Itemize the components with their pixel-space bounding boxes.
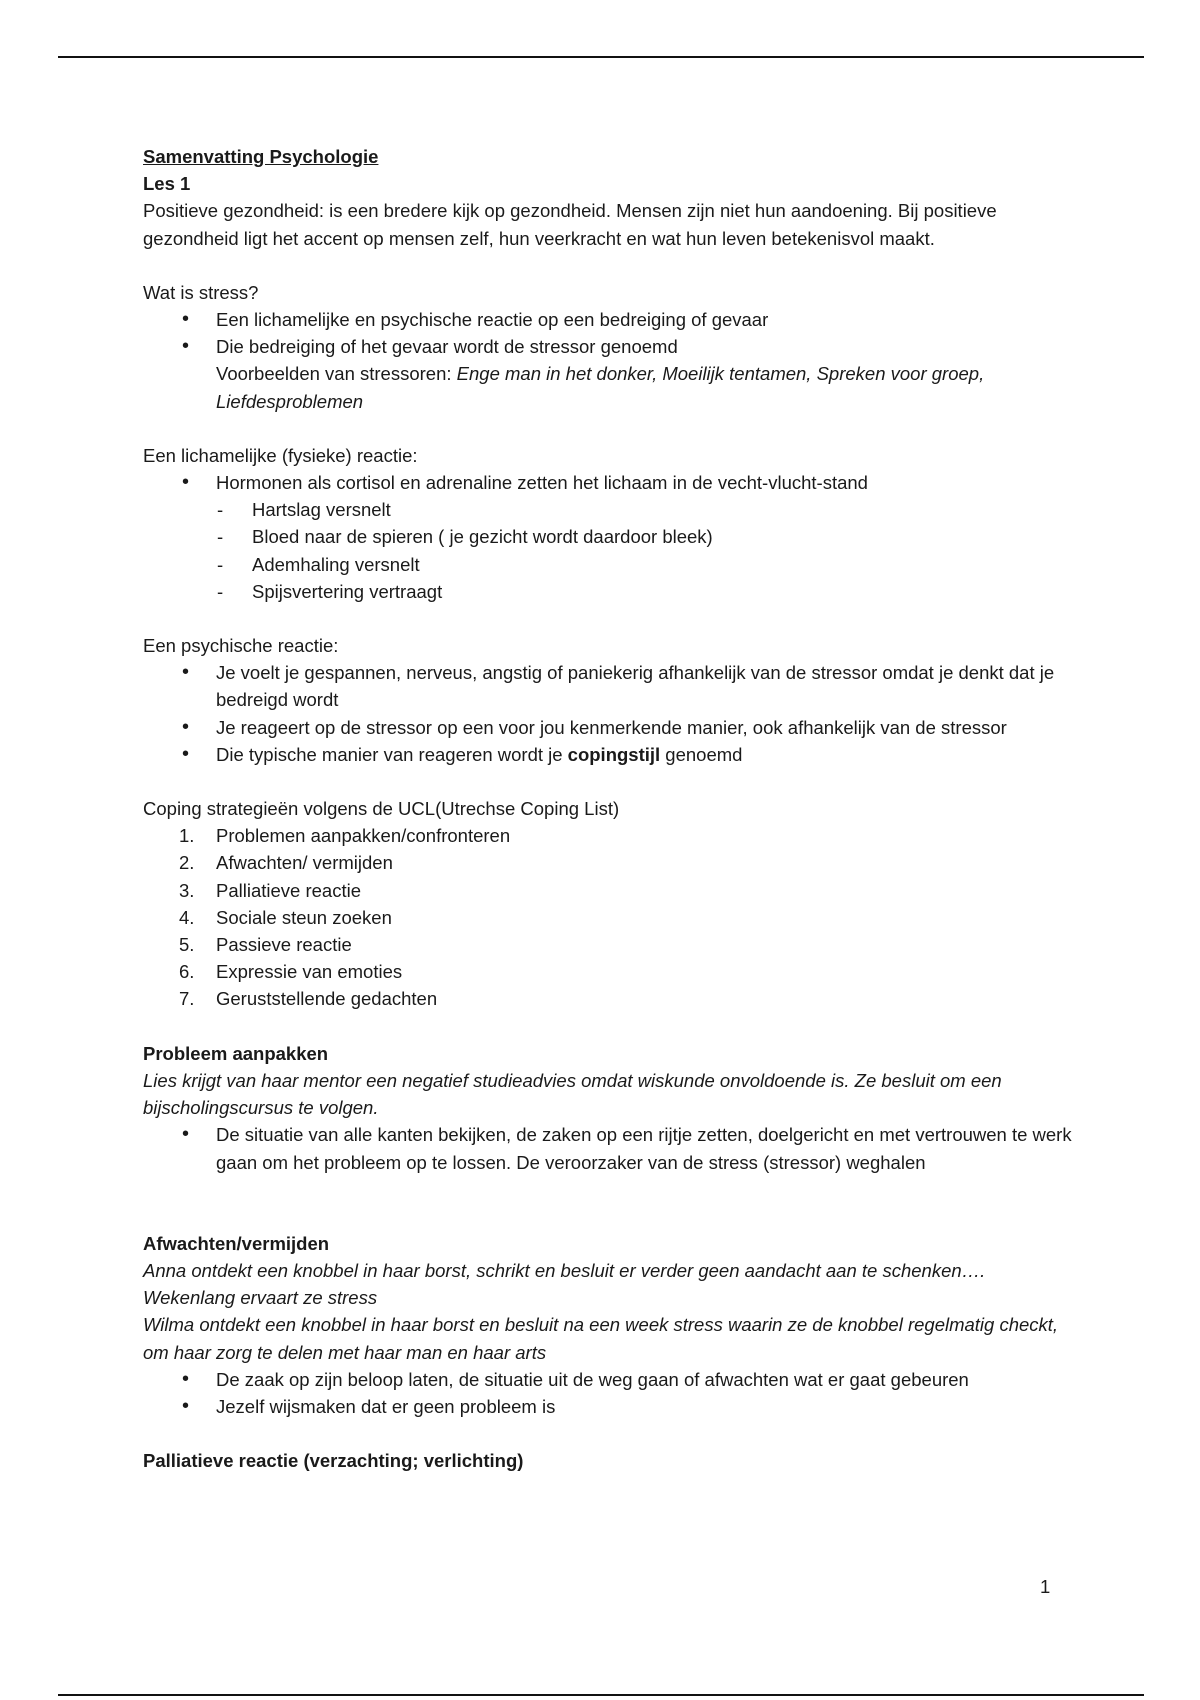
avoid-example-2: Wilma ontdekt een knobbel in haar borst en besluit na een week stress waarin ze de knobbel regelmatig checkt, om haar zorg te delen met haar man en haar arts — [143, 1314, 1059, 1363]
list-item: • Die bedreiging of het gevaar wordt de stressor genoemd — [143, 333, 1073, 360]
item-text: Palliatieve reactie — [216, 879, 361, 901]
coping-heading: Coping strategieën volgens de UCL(Utrechse Coping List) — [143, 798, 620, 820]
stressor-examples — [143, 360, 1073, 414]
avoid-heading: Afwachten/vermijden — [143, 1232, 330, 1254]
intro-paragraph: Positieve gezondheid: is een bredere kijk op gezondheid. Mensen zijn niet hun aandoening. Bij positieve gezondheid ligt het accent op mensen zelf, hun veerkracht en wat hun leven betekenisvol maakt. — [143, 200, 997, 249]
physical-heading: Een lichamelijke (fysieke) reactie: — [143, 444, 418, 466]
psychic-list — [143, 659, 1073, 768]
list-item: - Ademhaling versnelt — [143, 551, 1073, 578]
list-item — [143, 985, 1073, 1012]
list-item: • Je voelt je gespannen, nerveus, angstig of paniekerig afhankelijk van de stressor omdat je denkt dat je bedreigd wordt — [143, 659, 1073, 713]
stress-heading: Wat is stress? — [143, 281, 259, 303]
item-number: 6. — [179, 961, 195, 983]
footer-rule — [58, 1694, 1144, 1696]
problem-list — [143, 1121, 1073, 1175]
lesson-heading: Les 1 — [143, 173, 191, 195]
problem-example: Lies krijgt van haar mentor een negatief studieadvies omdat wiskunde onvoldoende is. Ze besluit om een bijscholingscursus te volgen. — [143, 1069, 1002, 1119]
avoid-example-1: Anna ontdekt een knobbel in haar borst, schrikt en besluit er verder geen aandacht aan te schenken…. Wekenlang ervaart ze stress — [143, 1259, 986, 1309]
item-number: 1. — [179, 825, 195, 847]
header-rule — [58, 56, 1144, 58]
item-number: 3. — [179, 879, 195, 901]
physical-list — [143, 469, 1073, 496]
list-item — [143, 931, 1073, 958]
list-item: • Hormonen als cortisol en adrenaline zetten het lichaam in de vecht-vlucht-stand — [143, 469, 1073, 496]
examples-text: Enge man in het donker, Moeilijk tentamen, Spreken voor groep, Liefdesproblemen — [216, 363, 985, 412]
palliative-heading: Palliatieve reactie (verzachting; verlichting) — [143, 1450, 524, 1472]
list-item: - Spijsvertering vertraagt — [143, 578, 1073, 605]
problem-heading: Probleem aanpakken — [143, 1042, 329, 1064]
list-item — [143, 741, 1073, 768]
item-text: Passieve reactie — [216, 934, 352, 956]
list-item: - Hartslag versnelt — [143, 496, 1073, 523]
text-span: Die typische manier van reageren wordt je — [216, 743, 568, 765]
item-number: 7. — [179, 988, 195, 1010]
list-item — [143, 822, 1073, 849]
copingstijl-term: copingstijl — [567, 743, 661, 765]
item-text: Geruststellende gedachten — [216, 988, 438, 1010]
psychic-heading: Een psychische reactie: — [143, 635, 339, 657]
item-number: 2. — [179, 852, 195, 874]
item-text: Problemen aanpakken/confronteren — [216, 825, 511, 847]
list-item — [143, 849, 1073, 876]
physical-dash-list — [143, 496, 1073, 605]
list-item — [143, 958, 1073, 985]
item-text: Expressie van emoties — [216, 961, 403, 983]
item-text: Afwachten/ vermijden — [216, 852, 393, 874]
list-item: • Een lichamelijke en psychische reactie op een bedreiging of gevaar — [143, 306, 1073, 333]
page-number: 1 — [1040, 1576, 1051, 1597]
coping-list — [143, 822, 1073, 1012]
list-item — [143, 877, 1073, 904]
list-item: • De situatie van alle kanten bekijken, de zaken op een rijtje zetten, doelgericht en met vertrouwen te werk gaan om het probleem op te lossen. De veroorzaker van de stress (stressor) weghalen — [143, 1121, 1073, 1175]
doc-title: Samenvatting Psychologie — [143, 146, 379, 167]
list-item: - Bloed naar de spieren ( je gezicht wordt daardoor bleek) — [143, 523, 1073, 550]
list-item: • Jezelf wijsmaken dat er geen probleem is — [143, 1393, 1073, 1420]
list-item: • De zaak op zijn beloop laten, de situatie uit de weg gaan of afwachten wat er gaat gebeuren — [143, 1366, 1073, 1393]
stress-list — [143, 306, 1073, 415]
item-number: 4. — [179, 906, 195, 928]
examples-prefix: Voorbeelden van stressoren: — [216, 363, 457, 385]
list-item — [143, 904, 1073, 931]
document-body — [143, 143, 1073, 1474]
list-item: • Je reageert op de stressor op een voor jou kenmerkende manier, ook afhankelijk van de stressor — [143, 714, 1073, 741]
item-number: 5. — [179, 934, 195, 956]
text-span: genoemd — [660, 743, 743, 765]
avoid-list — [143, 1366, 1073, 1420]
item-text: Sociale steun zoeken — [216, 906, 392, 928]
